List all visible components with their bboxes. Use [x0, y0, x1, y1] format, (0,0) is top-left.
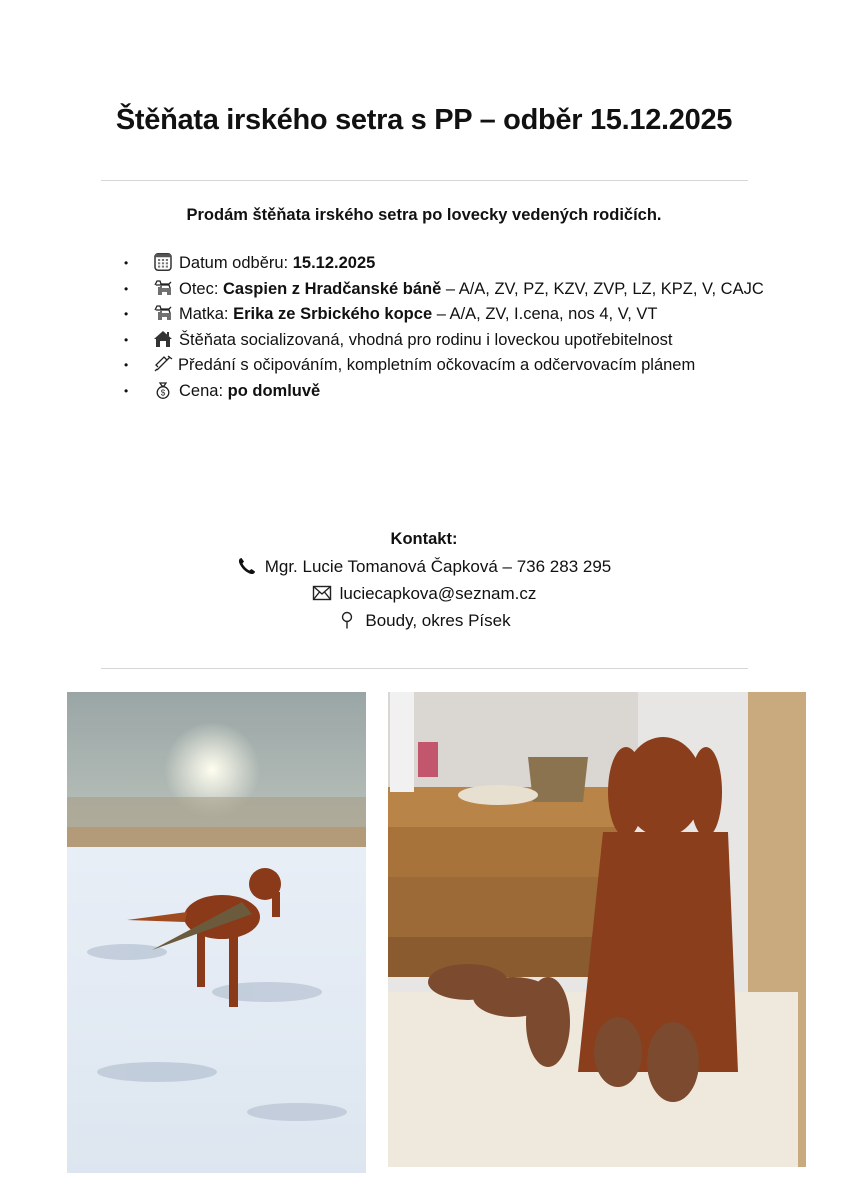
bullet: •	[124, 383, 129, 398]
contact-location: Boudy, okres Písek	[0, 607, 848, 634]
bullet: •	[124, 281, 129, 296]
info-list	[126, 251, 766, 404]
contact-heading: Kontakt:	[390, 530, 458, 548]
location-pin-icon	[337, 610, 357, 628]
page-title: Štěňata irského setra s PP – odběr 15.12.2025	[115, 104, 733, 136]
svg-text:$: $	[160, 388, 166, 397]
contact-phone: Mgr. Lucie Tomanová Čapková – 736 283 295	[0, 553, 848, 580]
list-item-mother: • Matka: Erika ze Srbického kopce – A/A, ZV, I.cena, nos 4, V, VT	[126, 302, 766, 327]
bullet: •	[124, 307, 129, 321]
envelope-icon	[312, 583, 332, 601]
list-item-socialized: • Štěňata socializovaná, vhodná pro rodinu i loveckou upotřebitelnost	[126, 328, 766, 353]
syringe-icon	[153, 355, 173, 373]
list-item-handover: • Předání s očipováním, kompletním očkovacím a odčervovacím plánem	[126, 353, 766, 378]
bullet: •	[124, 358, 129, 372]
photo-setter-with-puppies	[388, 692, 806, 1167]
photo-setter-in-snow	[67, 692, 366, 1173]
contact-email: luciecapkova@seznam.cz	[0, 580, 848, 607]
money-bag-icon	[153, 381, 173, 399]
contact-section	[0, 526, 848, 634]
divider-top	[101, 180, 748, 181]
bullet: •	[124, 256, 129, 270]
dog-icon	[153, 279, 173, 297]
intro-text: Prodám štěňata irského setra po lovecky vedených rodičích.	[186, 206, 662, 224]
phone-icon	[237, 556, 257, 574]
list-item-father: • Otec: Caspien z Hradčanské báně – A/A, ZV, PZ, KZV, ZVP, LZ, KPZ, V, CAJC	[126, 277, 766, 302]
house-icon	[153, 330, 173, 348]
list-item-pickup-date: • Datum odběru: 15.12.2025	[126, 251, 766, 276]
dog-icon	[153, 304, 173, 322]
list-item-price: • $ Cena: po domluvě	[126, 379, 766, 404]
divider-bottom	[101, 668, 748, 669]
calendar-icon	[153, 253, 173, 271]
bullet: •	[124, 332, 129, 347]
